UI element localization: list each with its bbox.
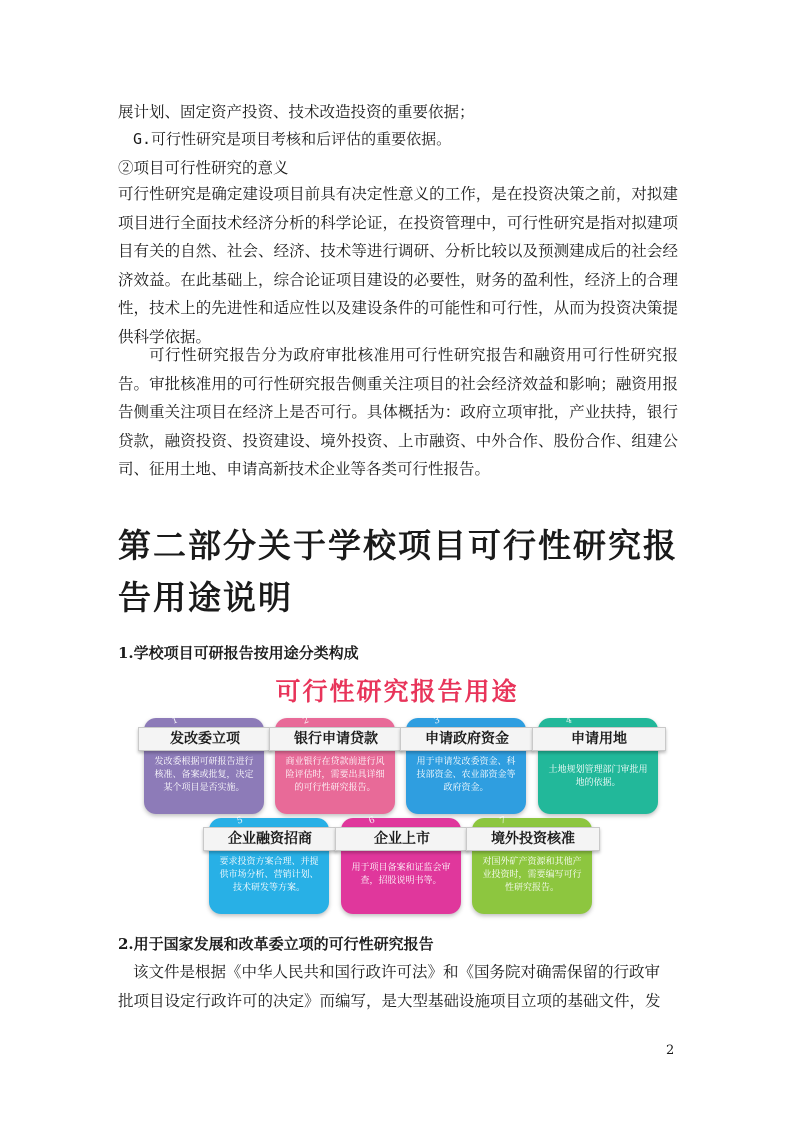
card-number: 1 [170, 715, 180, 727]
card-number: 3 [432, 715, 442, 727]
figure-title: 可行性研究报告用途 [275, 677, 519, 706]
card-number: 4 [564, 715, 574, 727]
card-description: 要求投资方案合理、并提供市场分析、营销计划、技术研发等方案。 [219, 857, 319, 893]
card-number: 5 [235, 815, 245, 827]
card-description: 用于项目备案和证监会审查，招股说明书等。 [351, 863, 451, 886]
card-number: 7 [498, 815, 508, 827]
card-title: 发改委立项 [138, 727, 272, 751]
card-title: 银行申请贷款 [269, 727, 403, 751]
card-government-funds [406, 715, 526, 814]
card-title: 企业上市 [335, 827, 469, 851]
card-land-application [538, 715, 658, 814]
text-line: 该文件是根据《中华人民共和国行政许可法》和《国务院对确需保留的行政审 [133, 963, 661, 981]
card-number: 6 [367, 815, 377, 827]
card-enterprise-listing [341, 815, 461, 914]
section-heading: 第二部分关于学校项目可行性研究报告用途说明 [118, 526, 678, 617]
card-bank-loan [275, 715, 395, 814]
card-enterprise-financing [209, 815, 329, 914]
paragraph-significance: 可行性研究是确定建设项目前具有决定性意义的工作，是在投资决策之前，对拟建项目进行全面技术经济分析的科学论证，在投资管理中，可行性研究是指对拟建项目有关的自然、社会、经济、技术等进行调研、分析比较以及预测建成后的社会经济效益。在此基础上，综合论证项目建设的必要性，财务的盈利性，经济上的合理性，技术上的先进性和适应性以及建设条件的可能性和可行性，从而为投资决策提供科学依据。 [118, 185, 678, 346]
card-description: 土地规划管理部门审批用地的依据。 [548, 765, 648, 788]
text-line: 批项目设定行政许可的决定》而编写，是大型基础设施项目立项的基础文件，发 [118, 992, 661, 1010]
text-line: G.可行性研究是项目考核和后评估的重要依据。 [133, 130, 452, 148]
card-title: 申请政府资金 [400, 727, 534, 751]
text-line: 展计划、固定资产投资、技术改造投资的重要依据； [118, 103, 475, 121]
card-nrdc-approval [144, 715, 264, 814]
subsection-title-2: 2.用于国家发展和改革委立项的可行性研究报告 [118, 935, 434, 953]
page-number: 2 [666, 1043, 675, 1058]
card-description: 商业银行在贷款前进行风险评估时，需要出具详细的可行性研究报告。 [285, 757, 385, 793]
subsection-title-1: 1.学校项目可研报告按用途分类构成 [118, 644, 359, 662]
card-description: 发改委根据可研报告进行核准、备案或批复，决定某个项目是否实施。 [154, 757, 254, 793]
card-title: 申请用地 [532, 727, 666, 751]
card-number: 2 [301, 715, 311, 727]
card-title: 企业融资招商 [203, 827, 337, 851]
subheading-significance: ②项目可行性研究的意义 [118, 159, 289, 177]
card-description: 用于申请发改委资金、科技部资金、农业部资金等政府资金。 [416, 757, 516, 793]
card-title: 境外投资核准 [466, 827, 600, 851]
paragraph-report-types: 可行性研究报告分为政府审批核准用可行性研究报告和融资用可行性研究报告。审批核准用的可行性研究报告侧重关注项目的社会经济效益和影响；融资用报告侧重关注项目在经济上是否可行。具体概括为：政府立项审批，产业扶持，银行贷款，融资投资、投资建设、境外投资、上市融资、中外合作、股份合作、组建公司、征用土地、申请高新技术企业等各类可行性报告。 [118, 346, 678, 478]
card-overseas-investment [472, 815, 592, 914]
card-description: 对国外矿产资源和其他产业投资时，需要编写可行性研究报告。 [482, 857, 582, 893]
